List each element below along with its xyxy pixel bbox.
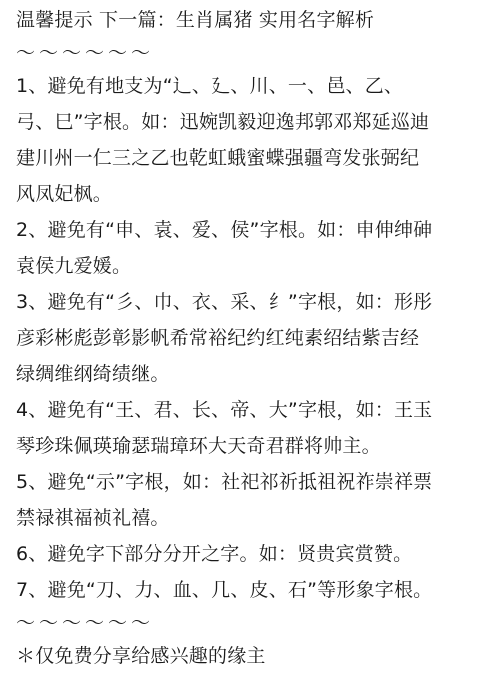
item-1 (16, 68, 482, 212)
footer-note: ＊仅免费分享给感兴趣的缘主 (16, 645, 266, 667)
item-line: 1、避免有地支为“辶、廴、川、一、邑、乙、 (16, 75, 404, 97)
separator-top: ～～～～～～ (16, 42, 155, 64)
item-line: 禁禄祺福祯礼禧。 (16, 507, 170, 529)
header-line: 温馨提示 下一篇：生肖属猪 实用名字解析 (16, 9, 375, 31)
item-line: 风凤妃枫。 (16, 183, 113, 205)
separator-bottom: ～～～～～～ (16, 612, 155, 634)
item-line: 建川州一仁三之乙也乾虹蛾蜜蝶强疆弯发张弼纪 (16, 147, 420, 169)
document-page (0, 2, 500, 667)
item-7 (16, 572, 482, 608)
item-line: 绿绸维纲绮绩继。 (16, 363, 170, 385)
item-line: 袁侯九爱媛。 (16, 255, 132, 277)
item-line: 5、避免“示”字根，如：社祀祁祈抵祖祝祚崇祥票 (16, 471, 433, 493)
item-line: 6、避免字下部分分开之字。如：贤贵宾赏赞。 (16, 543, 413, 565)
item-3 (16, 284, 482, 392)
item-5 (16, 464, 482, 536)
item-line: 4、避免有“王、君、长、帝、大”字根，如：王玉 (16, 399, 433, 421)
item-line: 2、避免有“申、袁、爱、侯”字根。如：申伸绅砷 (16, 219, 433, 241)
item-line: 7、避免“刀、力、血、几、皮、石”等形象字根。 (16, 579, 433, 601)
item-line: 彦彩彬彪彭彰影帆希常裕纪约红纯素绍结紫吉经 (16, 327, 420, 349)
item-2 (16, 212, 482, 284)
item-6 (16, 536, 482, 572)
item-line: 琴珍珠佩瑛瑜瑟瑞璋环大天奇君群将帅主。 (16, 435, 381, 457)
item-line: 3、避免有“彡、巾、衣、采、纟”字根，如：形彤 (16, 291, 433, 313)
item-line: 弓、巳”字根。如：迅婉凯毅迎逸邦郭邓郑延巡迪 (16, 111, 430, 133)
item-4 (16, 392, 482, 464)
